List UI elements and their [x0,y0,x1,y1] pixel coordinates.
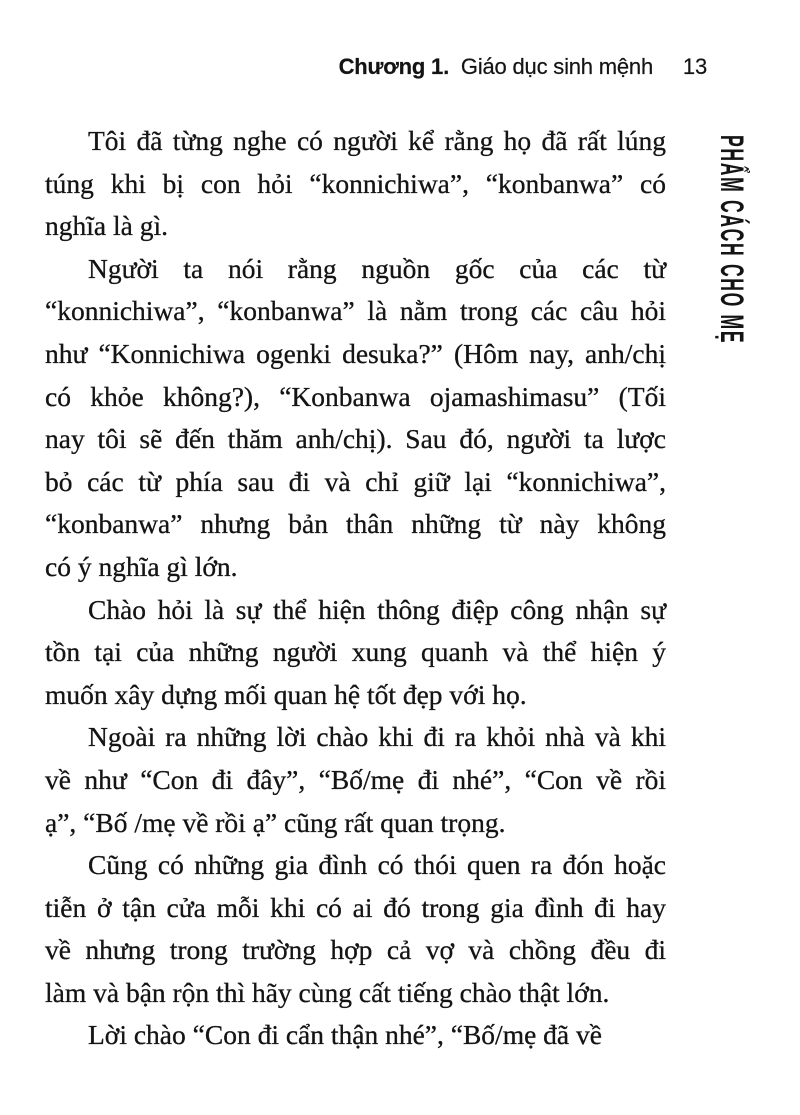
text-line: bỏ các từ phía sau đi và chỉ giữ lại “konnichiwa”, [45,465,666,497]
text-line: về như “Con đi đây”, “Bố/mẹ đi nhé”, “Con về rồi [45,763,666,795]
chapter-label: Chương 1. [338,54,449,79]
text-line: Chào hỏi là sự thể hiện thông điệp công nhận sự [88,593,666,625]
paragraph [45,716,666,844]
text-line: về nhưng trong trường hợp cả vợ và chồng đều đi [45,934,666,966]
text-line: tồn tại của những người xung quanh và thể hiện ý [45,636,666,668]
text-line: làm và bận rộn thì hãy cùng cất tiếng chào thật lớn. [45,976,610,1008]
body-text [45,120,666,1057]
book-title-vertical: PHẨM CÁCH CHO MẸ [714,135,750,345]
text-line: muốn xây dựng mối quan hệ tốt đẹp với họ. [45,678,527,710]
chapter-title: Giáo dục sinh mệnh [460,54,653,79]
text-line: Lời chào “Con đi cẩn thận nhé”, “Bố/mẹ đã về [88,1019,602,1051]
text-line: có khỏe không?), “Konbanwa ojamashimasu” (Tối [45,380,666,412]
text-line: như “Konnichiwa ogenki desuka?” (Hôm nay, anh/chị [45,337,666,369]
text-line: Ngoài ra những lời chào khi đi ra khỏi nhà và khi [88,721,666,753]
paragraph [45,589,666,717]
paragraph [45,844,666,1014]
text-line: ạ”, “Bố /mẹ về rồi ạ” cũng rất quan trọng. [45,806,506,838]
paragraph [45,248,666,589]
text-line: nghĩa là gì. [45,210,168,242]
paragraph [45,120,666,248]
text-line: “konnichiwa”, “konbanwa” là nằm trong các câu hỏi [45,295,666,327]
running-header [339,54,707,80]
text-line: túng khi bị con hỏi “konnichiwa”, “konbanwa” có [45,167,666,199]
paragraph [45,1014,666,1057]
text-line: Cũng có những gia đình có thói quen ra đón hoặc [88,849,666,881]
page-number: 13 [682,54,707,79]
text-line: nay tôi sẽ đến thăm anh/chị). Sau đó, người ta lược [45,423,666,455]
text-line: Tôi đã từng nghe có người kể rằng họ đã rất lúng [88,125,666,156]
text-line: “konbanwa” nhưng bản thân những từ này không [45,508,666,540]
text-line: có ý nghĩa gì lớn. [45,550,238,582]
text-line: tiễn ở tận cửa mỗi khi có ai đó trong gia đình đi hay [45,891,666,923]
text-line: Người ta nói rằng nguồn gốc của các từ [88,252,666,284]
